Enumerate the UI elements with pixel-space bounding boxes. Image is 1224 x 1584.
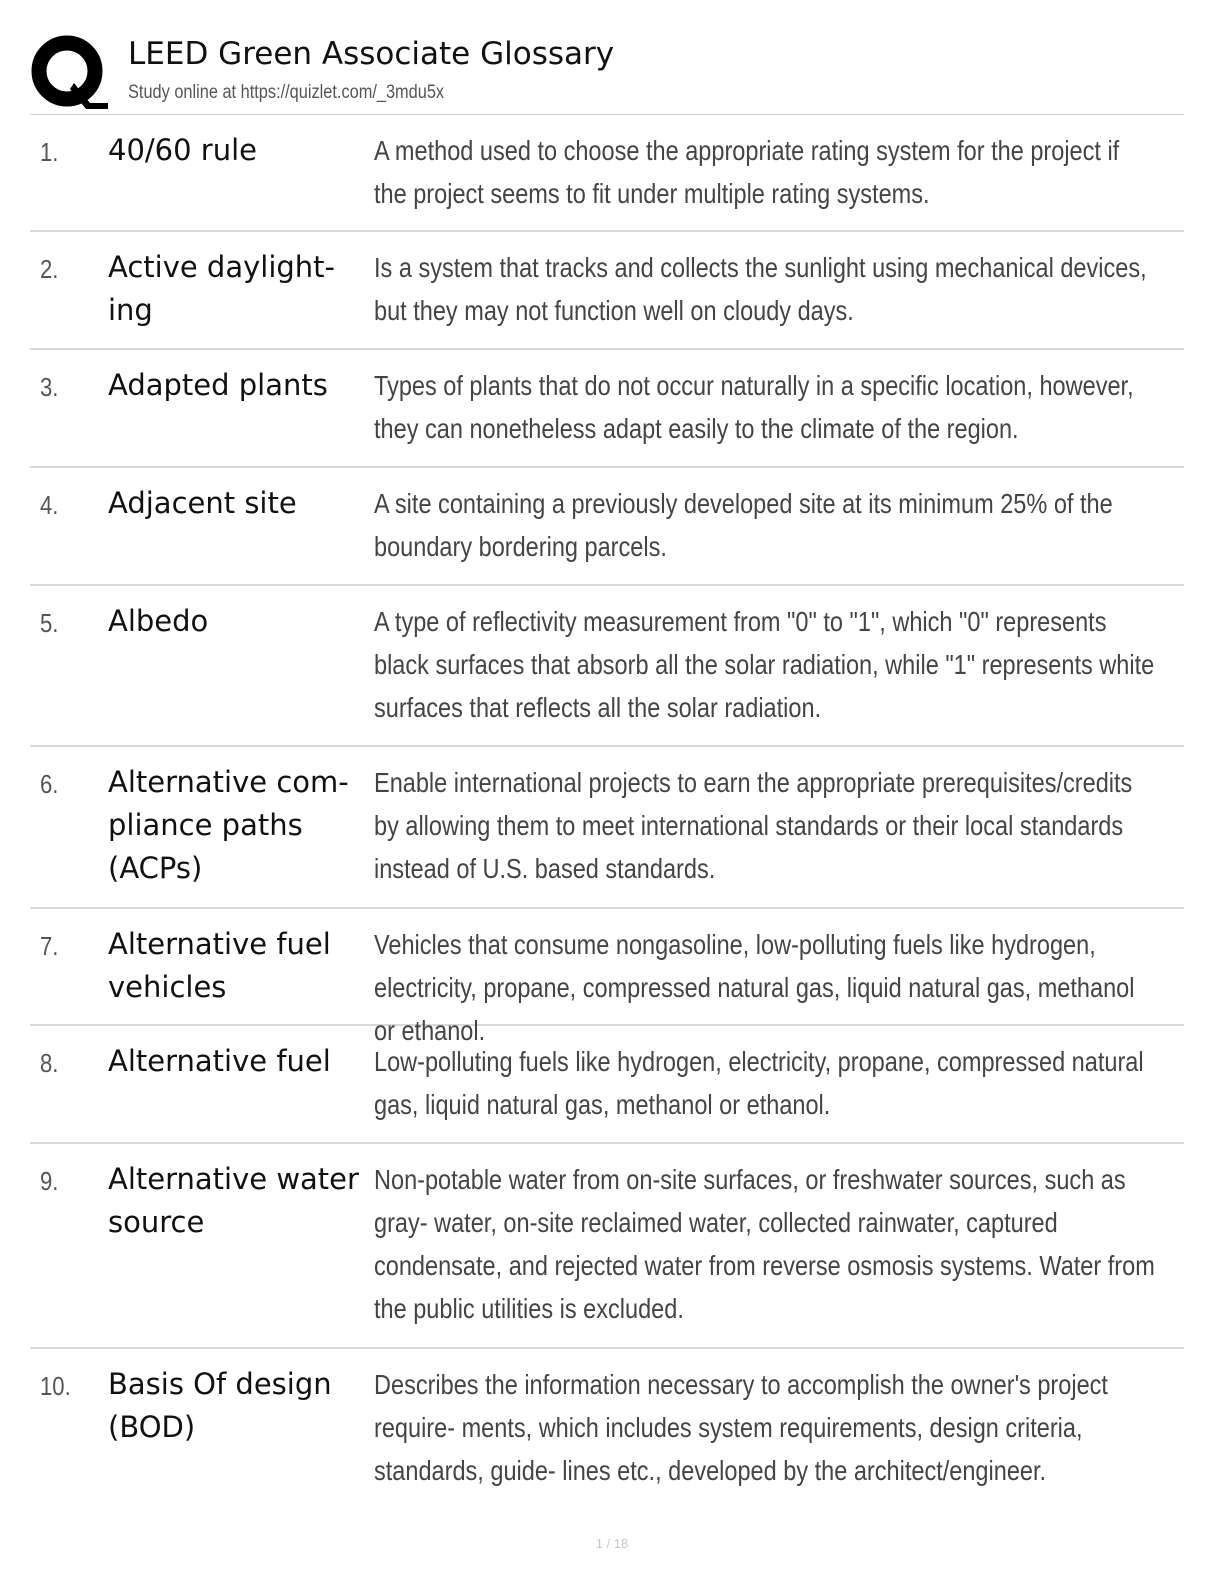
entry-number: 10. bbox=[40, 1371, 71, 1401]
glossary-entry-8 bbox=[30, 1026, 1184, 1144]
document-header bbox=[30, 30, 1184, 114]
entry-term: Adapted plants bbox=[108, 368, 328, 402]
glossary-entry-4 bbox=[30, 468, 1184, 586]
entry-definition: A method used to choose the appropriate rating system for the project if the project seems to fit under multiple rating systems. bbox=[374, 135, 1120, 209]
entry-term: Alternative water source bbox=[108, 1162, 359, 1239]
entry-term: Active daylight- ing bbox=[108, 250, 336, 327]
entry-term: Albedo bbox=[108, 604, 209, 638]
entry-number: 6. bbox=[40, 769, 59, 799]
entry-definition: A site containing a previously developed site at its minimum 25% of the boundary bordering parcels. bbox=[374, 488, 1113, 562]
entry-number: 3. bbox=[40, 372, 59, 402]
entry-definition: Is a system that tracks and collects the sunlight using mechanical devices, but they may not function well on cloudy days. bbox=[374, 252, 1147, 326]
glossary-entry-9 bbox=[30, 1144, 1184, 1349]
glossary-entry-1 bbox=[30, 115, 1184, 232]
entry-definition: Non-potable water from on-site surfaces, or freshwater sources, such as gray- water, on-site reclaimed water, collected rainwater, captured condensate, and rejected water from reverse osmosis systems. Water from the public utilities is excluded. bbox=[374, 1164, 1155, 1324]
entry-number: 4. bbox=[40, 490, 59, 520]
entry-definition: Low-polluting fuels like hydrogen, electricity, propane, compressed natural gas, liquid natural gas, methanol or ethanol. bbox=[374, 1046, 1144, 1120]
entry-term: Alternative com- pliance paths (ACPs) bbox=[108, 765, 349, 885]
entry-number: 5. bbox=[40, 608, 59, 638]
entry-term: Adjacent site bbox=[108, 486, 297, 520]
entry-term: Alternative fuel vehicles bbox=[108, 927, 331, 1004]
entry-number: 7. bbox=[40, 931, 59, 961]
entry-term: 40/60 rule bbox=[108, 133, 257, 167]
entry-definition: Types of plants that do not occur naturally in a specific location, however, they can nonetheless adapt easily to the climate of the region. bbox=[374, 370, 1134, 444]
document-title: LEED Green Associate Glossary bbox=[128, 36, 615, 72]
entry-term: Basis Of design (BOD) bbox=[108, 1367, 332, 1444]
entry-number: 8. bbox=[40, 1048, 59, 1078]
glossary-entry-6 bbox=[30, 747, 1184, 909]
glossary-list bbox=[30, 115, 1184, 1509]
glossary-entry-3 bbox=[30, 350, 1184, 468]
entry-definition: Vehicles that consume nongasoline, low-polluting fuels like hydrogen, electricity, propane, compressed natural gas, liquid natural gas, methanol or ethanol. bbox=[374, 929, 1135, 1046]
entry-number: 9. bbox=[40, 1166, 59, 1196]
page-number: 1 / 18 bbox=[595, 1536, 629, 1551]
entry-term: Alternative fuel bbox=[108, 1044, 331, 1078]
entry-definition: A type of reflectivity measurement from "0" to "1", which "0" represents black surfaces that absorb all the solar radiation, while "1" represents white surfaces that reflects all the solar radiation. bbox=[374, 606, 1155, 723]
quizlet-q-logo-icon bbox=[30, 33, 108, 111]
entry-definition: Enable international projects to earn the appropriate prerequisites/credits by allowing them to meet international standards or their local standards instead of U.S. based standards. bbox=[374, 767, 1133, 884]
glossary-entry-5 bbox=[30, 586, 1184, 747]
entry-number: 1. bbox=[40, 137, 59, 167]
glossary-entry-10 bbox=[30, 1349, 1184, 1509]
glossary-entry-2 bbox=[30, 232, 1184, 350]
study-online-link-text: Study online at https://quizlet.com/_3mdu5x bbox=[128, 82, 445, 103]
glossary-entry-7 bbox=[30, 909, 1184, 1046]
entry-definition: Describes the information necessary to accomplish the owner's project require- ments, which includes system requirements, design criteria, standards, guide- lines etc., developed by the architect/engineer. bbox=[374, 1369, 1108, 1486]
entry-number: 2. bbox=[40, 254, 59, 284]
